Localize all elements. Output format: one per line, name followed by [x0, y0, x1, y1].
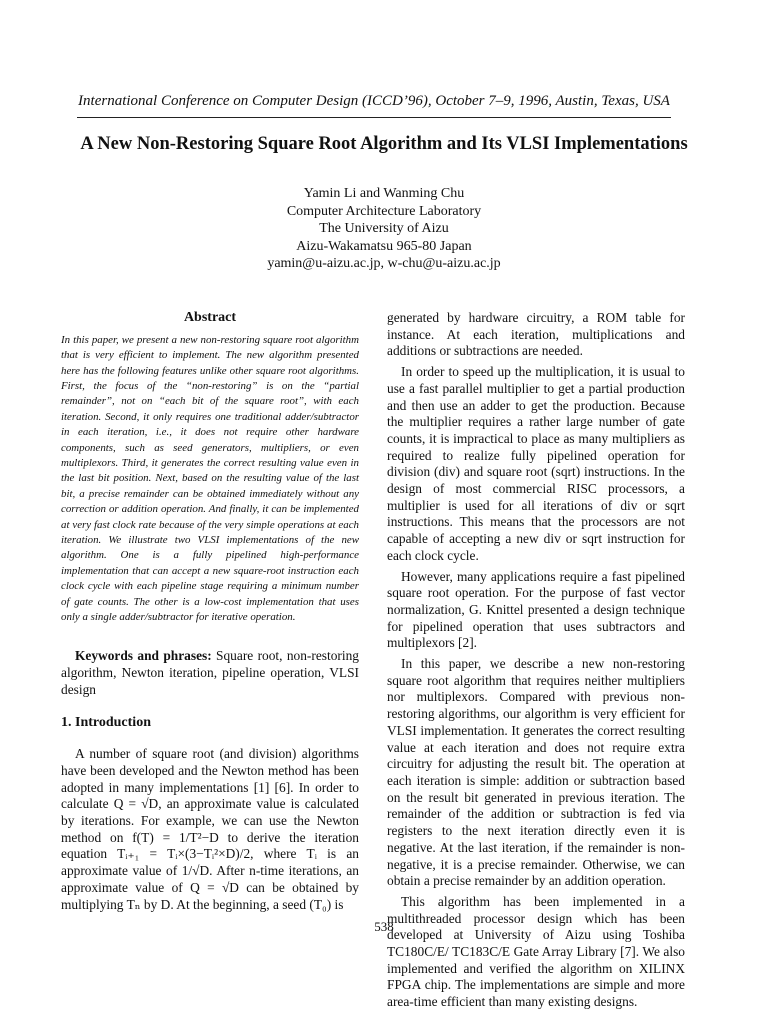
- author-block: [184, 185, 584, 273]
- intro-heading: 1. Introduction: [61, 714, 151, 730]
- header-rule: [77, 117, 671, 118]
- affiliation-address: Aizu-Wakamatsu 965-80 Japan: [296, 238, 472, 254]
- right-paragraph-5: This algorithm has been implemented in a multithreaded processor design which has been developed at University of Aizu using Toshiba TC180C/E/ TC183C/E Gate Array Library [7]. We also implemented and verified the algorithm on XILINX FPGA chip. The implementations are simple and more area-time efficient than many existing designs.: [387, 893, 685, 1010]
- abstract-body: In this paper, we present a new non-restoring square root algorithm that is very efficient to implement. The new algorithm presented here has the following features unlike other square root algorithms. First, the focus of the “non-restoring” is on the “partial remainder”, not on “each bit of the square root”, with each iteration. Second, it only requires one traditional adder/subtractor in each iteration, i.e., it does not require other hardware components, such as seed generators, multipliers, or even multiplexors. Third, it generates the correct resulting value even in the last bit position. Next, based on the resulting value of the last bit, a precise remainder can be obtained immediately without any correction or addition operation. And finally, it can be implemented at very fast clock rate because of the very simple operations at each iteration. We illustrate two VLSI implementations of the new algorithm. One is a fully pipelined high-performance implementation that can accept a new square-root instruction each clock cycle with each pipeline stage requiring a minimum number of gate counts. The other is a low-cost implementation that uses only a single adder/subtractor for iterative operation.: [61, 333, 359, 624]
- paper-title: A New Non-Restoring Square Root Algorithm and Its VLSI Implementations: [80, 134, 688, 154]
- right-paragraph-2: In order to speed up the multiplication, it is usual to use a fast parallel multiplier to get a partial production and then use an adder to get the production. Because the multiplier requires a rather large number of gate counts, it is impractical to place as many multipliers as required to realize fully pipelined operation for division (div) and square root (sqrt) instructions. In the design of most commercial RISC processors, a multiplier is used for all iterations of div or sqrt instructions. This means that the processors are not capable of accepting a new div or sqrt instruction for each clock cycle.: [387, 364, 685, 563]
- author-names: Yamin Li and Wanming Chu: [303, 186, 465, 201]
- abstract-heading: Abstract: [183, 310, 237, 325]
- keywords: [61, 648, 359, 698]
- conference-header: International Conference on Computer Design (ICCD’96), October 7–9, 1996, Austin, Texas, USA: [78, 93, 670, 109]
- right-column: [387, 310, 685, 1011]
- keywords-label: Keywords and phrases:: [75, 648, 212, 664]
- left-column: [61, 310, 359, 913]
- intro-paragraph-1: A number of square root (and division) algorithms have been developed and the Newton method has been adopted in many implementations [1] [6]. In order to calculate Q = √D, an approximate value is calculated by iterations. For example, we can use the Newton method on f(T) = 1/T²−D to derive the iteration equation Tᵢ₊₁ = Tᵢ×(3−Tᵢ²×D)/2, where Tᵢ is an approximate value of 1/√D. After n-time iterations, an approximate value of Q = √D can be obtained by multiplying Tₙ by D. At the beginning, a seed (T₀) is: [61, 746, 359, 912]
- right-paragraph-1: generated by hardware circuitry, a ROM table for instance. At each iteration, multiplications and additions or subtractions are needed.: [387, 310, 685, 359]
- right-paragraph-3: However, many applications require a fast pipelined square root operation. For the purpose of fast vector normalization, G. Knittel presented a design technique for pipelined operation that uses subtractors and multiplexors [2].: [387, 568, 685, 651]
- author-emails: yamin@u-aizu.ac.jp, w-chu@u-aizu.ac.jp: [267, 256, 501, 272]
- affiliation-university: The University of Aizu: [319, 221, 449, 237]
- right-paragraph-4: In this paper, we describe a new non-restoring square root algorithm that requires neither multipliers nor multiplexors. Compared with previous non-restoring algorithms, our algorithm is very efficient for VLSI implementation. It generates the correct resulting value at each iteration and does not require extra circuitry for adjusting the result bit. The operation at each iteration is simple: addition or subtraction based on the result bit generated in previous iteration. The remainder of the addition or subtraction is fed via registers to the next iteration directly even it is negative. At the last iteration, if the remainder is non-negative, it is a precise remainder. Otherwise, we can obtain a precise remainder by an addition operation.: [387, 656, 685, 889]
- keywords-text: Square root, non-restoring algorithm, Newton iteration, pipeline operation, VLSI design: [61, 648, 359, 697]
- page-number: 538: [374, 919, 394, 934]
- affiliation-lab: Computer Architecture Laboratory: [286, 203, 482, 219]
